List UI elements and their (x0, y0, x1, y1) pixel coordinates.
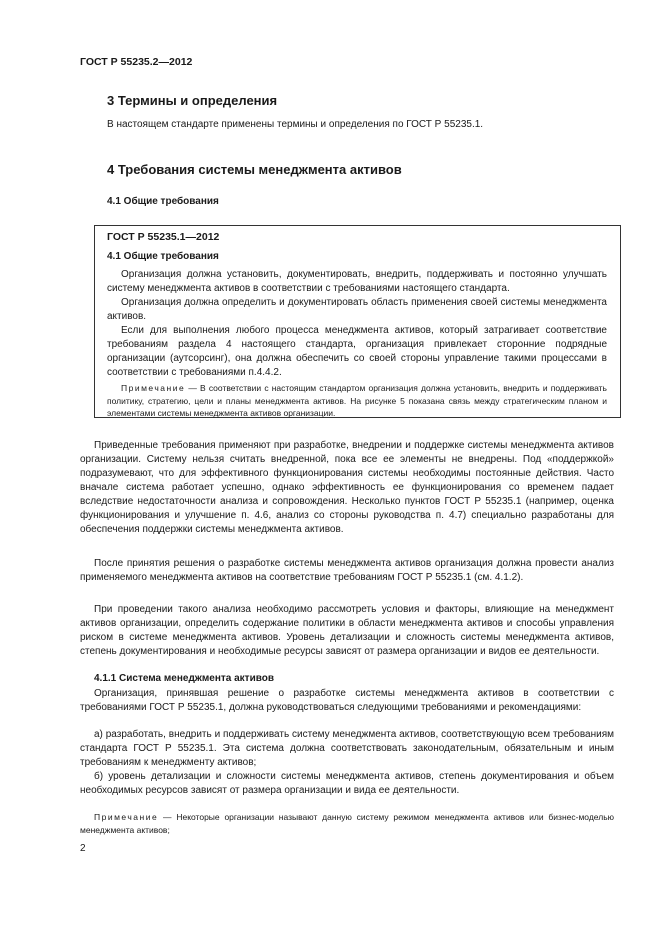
section-3-text: В настоящем стандарте применены термины и определения по ГОСТ Р 55235.1. (107, 119, 484, 130)
box-note-text: — В соответствии с настоящим стандартом организация должна установить, внедрить и поддерживать политику, стратегию, цели и планы менеджмента активов. На рисунке 5 показана связь между стратегическим планом и элементами системы менеджмента активов организации. (107, 383, 607, 419)
list-item-a: а) разработать, внедрить и поддерживать систему менеджмента активов, соответствующую всем требованиям стандарта ГОСТ Р 55235.1. Эта система должна соответствовать законодательным, обязательным и иным требованиям к менеджменту активов; (80, 729, 614, 768)
body-note (80, 811, 614, 836)
section-4-1-1-title: 4.1.1 Система менеджмента активов (94, 673, 274, 684)
list-item-b: б) уровень детализации и сложности системы менеджмента активов, степень документирования и объем необходимых ресурсов зависят от размера организации и вида ее деятельности. (80, 771, 614, 796)
box-paragraph-2: Организация должна определить и документировать область применения своей системы менеджмента активов. (107, 297, 607, 322)
page-number: 2 (80, 843, 86, 854)
section-4-1-title: 4.1 Общие требования (107, 196, 219, 207)
box-paragraph-1: Организация должна установить, документировать, внедрить, поддерживать и постоянно улучшать систему менеджмента активов в соответствии с требованиями настоящего стандарта. (107, 269, 607, 294)
section-4-title: 4 Требования системы менеджмента активов (107, 162, 402, 177)
body-note-text: — Некоторые организации называют данную систему режимом менеджмента активов или бизнес-моделью менеджмента активов; (80, 812, 614, 835)
body-paragraph-3: При проведении такого анализа необходимо рассмотреть условия и факторы, влияющие на менеджмент активов организации, определить содержание политики в области менеджмента активов и способы управления риском в системе менеджмента активов. Уровень детализации и сложность системы менеджмента активов, степень документирования и необходимые ресурсы зависят от размера организации и видов ее деятельности. (80, 604, 614, 657)
box-subtitle: 4.1 Общие требования (107, 251, 219, 262)
section-3-title: 3 Термины и определения (107, 93, 278, 108)
body-note-label: Примечание (94, 812, 159, 822)
box-title: ГОСТ Р 55235.1—2012 (107, 231, 220, 243)
box-paragraph-3: Если для выполнения любого процесса менеджмента активов, который затрагивает соответствие требованиям раздела 4 настоящего стандарта, организация привлекает сторонние подрядные организации (аутсорсинг), она должна обеспечить со своей стороны управление такими процессами в соответствии с требованиями п.4.4.2. (107, 325, 607, 378)
document-header: ГОСТ Р 55235.2—2012 (80, 56, 193, 68)
body-paragraph-2: После принятия решения о разработке системы менеджмента активов организация должна провести анализ применяемого менеджмента активов на соответствие требованиям ГОСТ Р 55235.1 (см. 4.1.2). (80, 558, 614, 583)
box-note-label: Примечание (121, 383, 186, 393)
body-paragraph-1: Приведенные требования применяют при разработке, внедрении и поддержке системы менеджмента активов организации. Систему нельзя считать внедренной, пока все ее элементы не внедрены. Под «поддержкой» подразумевают, что для эффективного функционирования системы необходимы постоянные действия. Часто вначале система работает успешно, однако эффективность ее функционирования со временем падает вследствие недостаточности анализа и сопровождения. Несколько пунктов ГОСТ Р 55235.1 (например, оценка функционирования и улучшение п. 4.6, анализ со стороны руководства п. 4.7) специально разработаны для обеспечения поддержки системы менеджмента активов. (80, 440, 614, 535)
body-paragraph-4: Организация, принявшая решение о разработке системы менеджмента активов в соответствии с требованиями ГОСТ Р 55235.1, должна руководствоваться следующими требованиями и рекомендациями: (80, 688, 614, 713)
box-note (107, 382, 607, 420)
